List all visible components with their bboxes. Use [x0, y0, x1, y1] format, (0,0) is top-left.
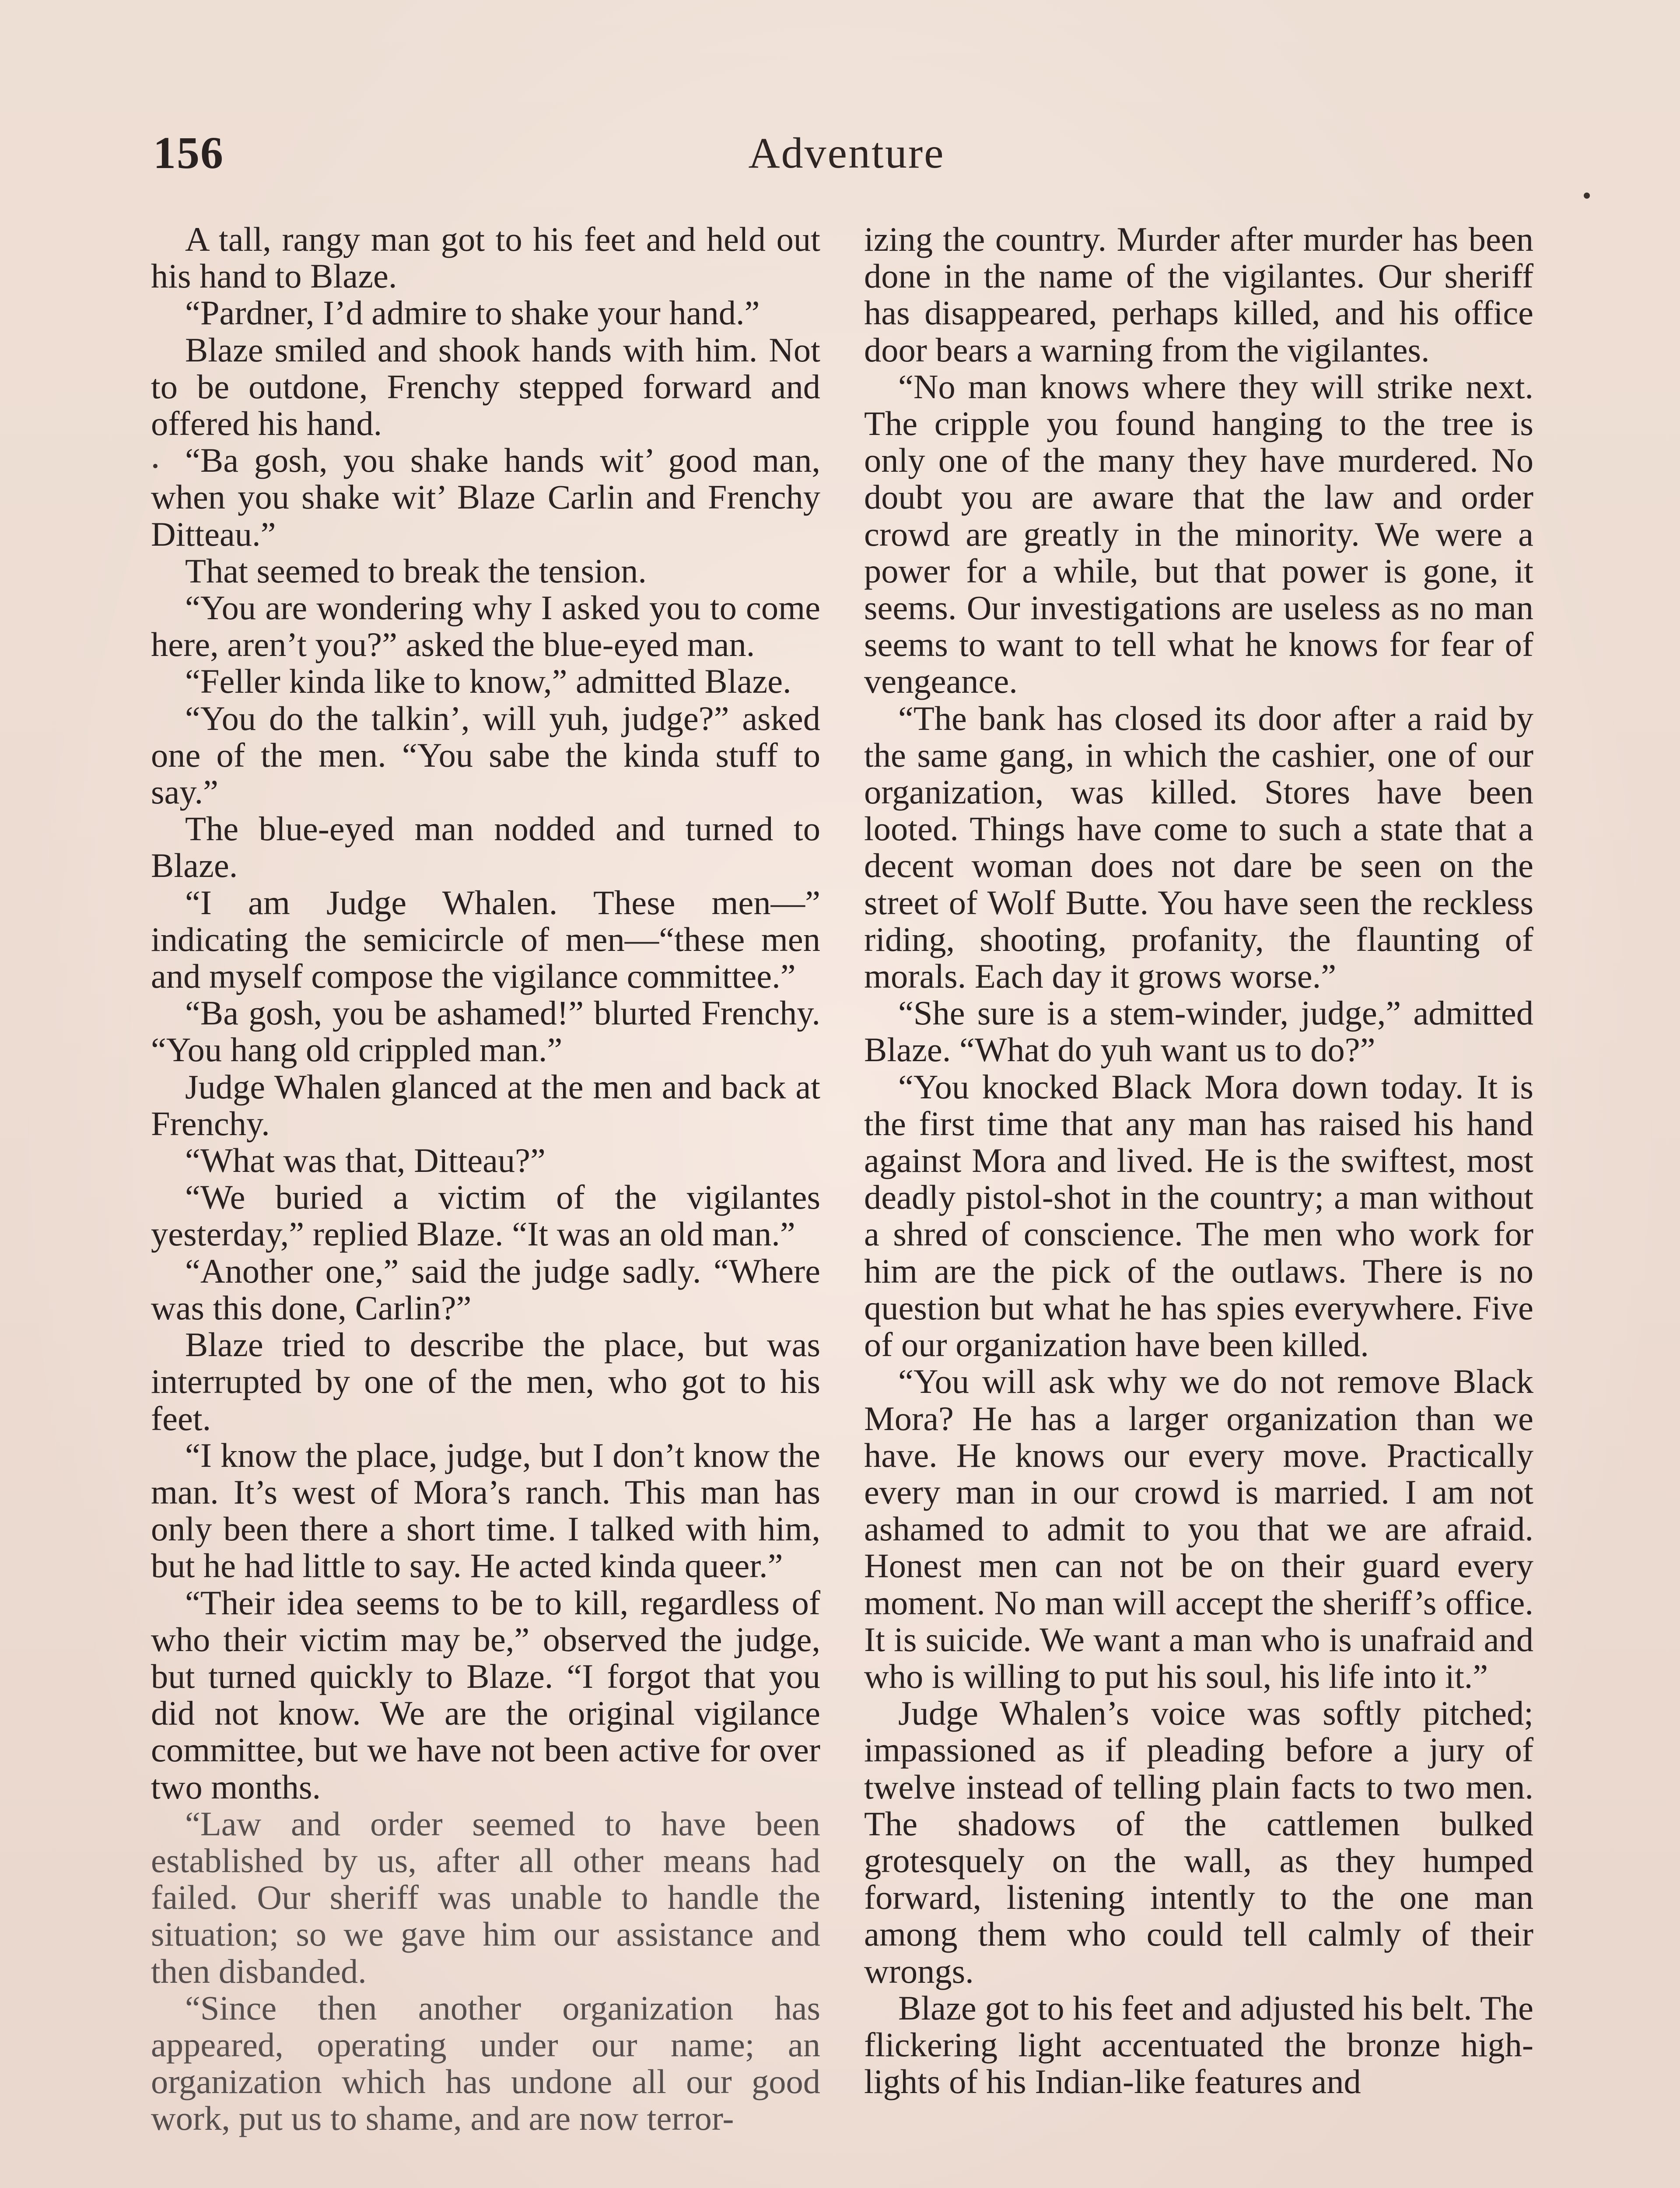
paragraph: A tall, rangy man got to his feet and held out his hand to Blaze.	[151, 220, 820, 295]
paragraph: Blaze got to his feet and adjusted his belt. The flickering light accentuated the bronze high-lights of his Indian-like features and	[864, 1988, 1533, 2101]
paragraph: Blaze smiled and shook hands with him. Not to be outdone, Frenchy stepped forward and offered his hand.	[151, 330, 820, 443]
paragraph: “Feller kinda like to know,” admitted Blaze.	[185, 662, 791, 701]
paragraph: “I am Judge Whalen. These men—” indicating the semicircle of men—“these men and myself compose the vigilance committee.”	[151, 883, 820, 996]
paragraph: “Pardner, I’d admire to shake your hand.”	[185, 294, 760, 332]
paper-speck	[153, 464, 158, 468]
paragraph: “You do the talkin’, will yuh, judge?” asked one of the men. “You sabe the kinda stuff to say.”	[151, 699, 820, 811]
paragraph: “No man knows where they will strike next. The cripple you found hanging to the tree is only one of the many they have murdered. No doubt you are aware that the law and order crowd are greatly in the minority. We were a power for a while, but that power is gone, it seems. Our investigations are useless as no man seems to want to tell what he knows for fear of vengeance.	[864, 367, 1533, 701]
left-column	[151, 221, 820, 2188]
running-head: Adventure	[748, 129, 945, 177]
paragraph: “Another one,” said the judge sadly. “Where was this done, Carlin?”	[151, 1252, 820, 1327]
paragraph-continuation: izing the country. Murder after murder has been done in the name of the vigilantes. Our sheriff has disappeared, perhaps killed, and his office door bears a warning from the vigilantes.	[864, 220, 1533, 369]
paragraph: “We buried a victim of the vigilantes yesterday,” replied Blaze. “It was an old man.”	[151, 1178, 820, 1253]
paragraph: “What was that, Ditteau?”	[185, 1141, 546, 1180]
paragraph: “You are wondering why I asked you to come here, aren’t you?” asked the blue-eyed man.	[151, 589, 820, 664]
paragraph: Blaze tried to describe the place, but was interrupted by one of the men, who got to his feet.	[151, 1325, 820, 1438]
paragraph: “She sure is a stem-winder, judge,” admitted Blaze. “What do yuh want us to do?”	[864, 994, 1533, 1069]
paragraph: “Ba gosh, you shake hands wit’ good man, when you shake wit’ Blaze Carlin and Frenchy Ditteau.”	[151, 441, 820, 553]
paragraph: “The bank has closed its door after a raid by the same gang, in which the cashier, one of our organization, was killed. Stores have been looted. Things have come to such a state that a decent woman does not dare be seen on the street of Wolf Butte. You have seen the reckless riding, shooting, profanity, the flaunting of morals. Each day it grows worse.”	[864, 699, 1533, 996]
paragraph: Judge Whalen’s voice was softly pitched; impassioned as if pleading before a jury of twelve instead of telling plain facts to two men. The shadows of the cattlemen bulked grotesquely on the wall, as they humped forward, listening intently to the one man among them who could tell calmly of their wrongs.	[864, 1694, 1533, 1990]
paragraph: “Their idea seems to be to kill, regardless of who their victim may be,” observed the judge, but turned quickly to Blaze. “I forgot that you did not know. We are the original vigilance committee, but we have not been active for over two months.	[151, 1583, 820, 1806]
paragraph: “I know the place, judge, but I don’t know the man. It’s west of Mora’s ranch. This man has only been there a short time. I talked with him, but he had little to say. He acted kinda queer.”	[151, 1436, 820, 1585]
paragraph: The blue-eyed man nodded and turned to Blaze.	[151, 810, 820, 885]
paper-speck	[1584, 193, 1590, 199]
paragraph: That seemed to break the tension.	[185, 551, 647, 590]
paragraph: “Law and order seemed to have been established by us, after all other means had failed. Our sheriff was unable to handle the situation; so we gave him our assistance and then disbanded.	[151, 1804, 820, 1990]
paragraph: “You knocked Black Mora down today. It is the first time that any man has raised his hand against Mora and lived. He is the swiftest, most deadly pistol-shot in the country; a man without a shred of conscience. The men who work for him are the pick of the outlaws. There is no question but what he has spies everywhere. Five of our organization have been killed.	[864, 1067, 1533, 1364]
right-column	[864, 221, 1533, 2188]
paragraph: Judge Whalen glanced at the men and back at Frenchy.	[151, 1067, 820, 1143]
page-number: 156	[153, 128, 224, 178]
page-header	[153, 118, 1540, 188]
paragraph: “Since then another organization has appeared, operating under our name; an organization which has undone all our good work, put us to shame, and are now terror-	[151, 1988, 820, 2138]
paragraph: “You will ask why we do not remove Black Mora? He has a larger organization than we have. He knows our every move. Practically every man in our crowd is married. I am not ashamed to admit to you that we are afraid. Honest men can not be on their guard every moment. No man will accept the sheriff’s office. It is suicide. We want a man who is unafraid and who is willing to put his soul, his life into it.”	[864, 1362, 1533, 1695]
paragraph: “Ba gosh, you be ashamed!” blurted Frenchy. “You hang old crippled man.”	[151, 994, 820, 1069]
